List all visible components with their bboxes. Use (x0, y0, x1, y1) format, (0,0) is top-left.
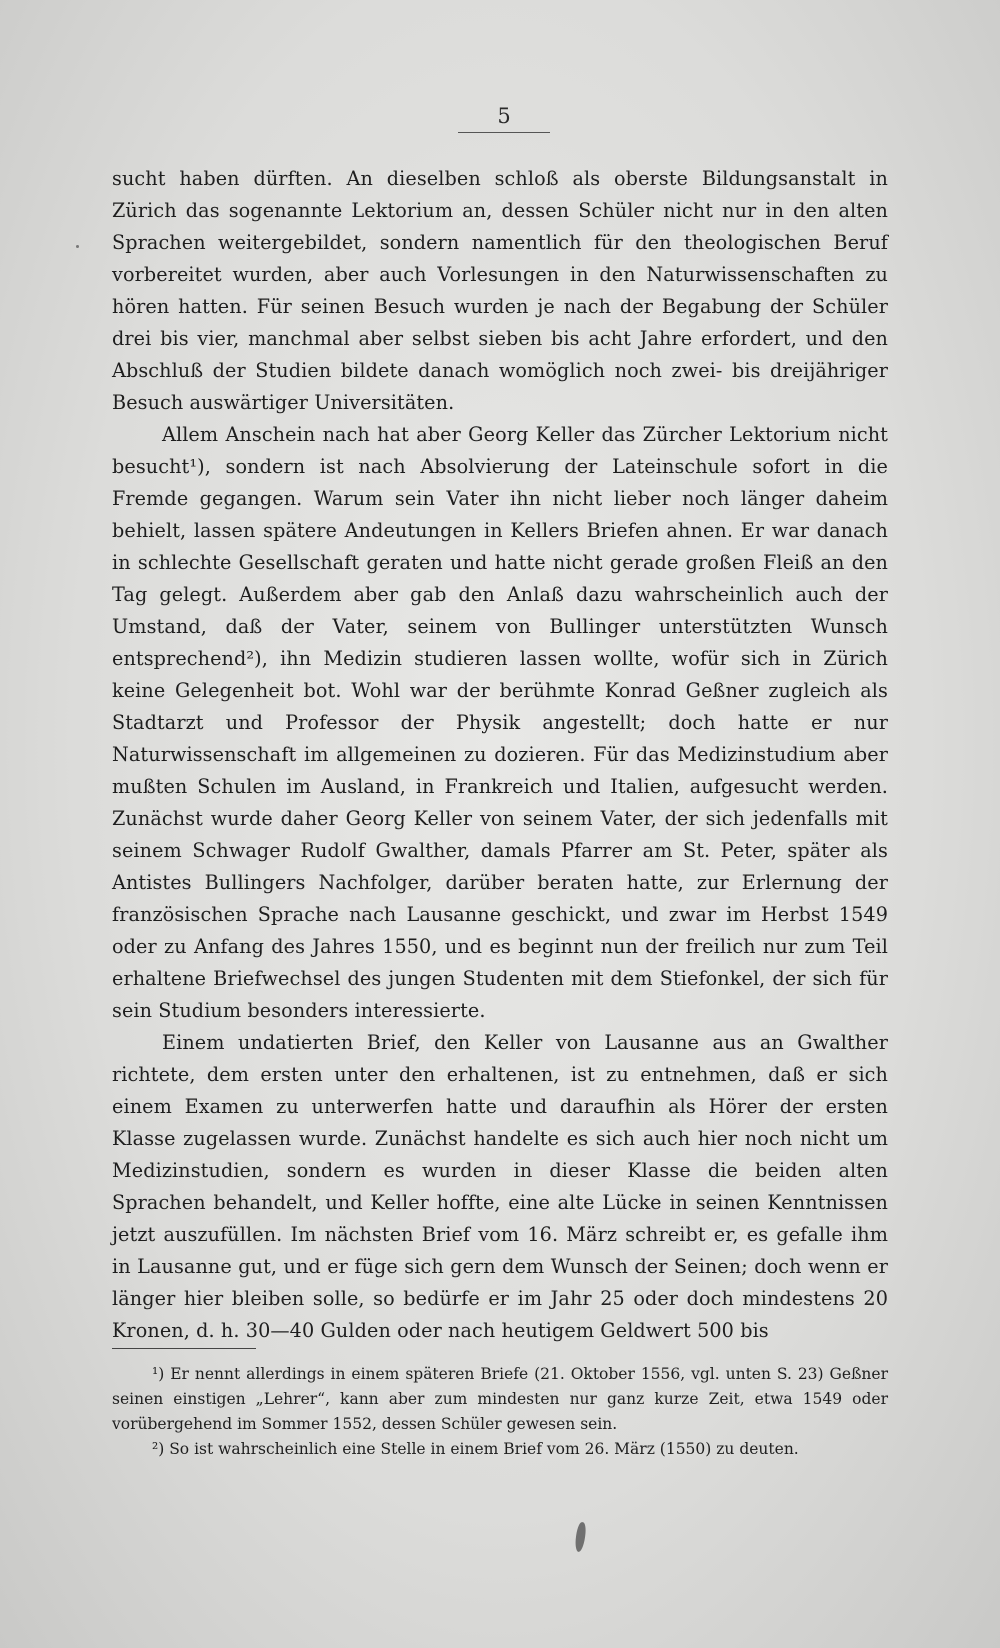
main-text (112, 163, 888, 1347)
footnote-rule (112, 1348, 256, 1349)
paragraph-3: Einem undatierten Brief, den Keller von Lausanne aus an Gwalther richtete, dem ersten unter den erhaltenen, ist zu entnehmen, daß er sich einem Examen zu unterwerfen hatte und daraufhin als Hörer der ersten Klasse zugelassen wurde. Zunächst handelte es sich auch hier noch nicht um Medizinstudien, sondern es wurden in dieser Klasse die beiden alten Sprachen behandelt, und Keller hoffte, eine alte Lücke in seinen Kenntnissen jetzt auszufüllen. Im nächsten Brief vom 16. März schreibt er, es gefalle ihm in Lausanne gut, und er füge sich gern dem Wunsch der Seinen; doch wenn er länger hier bleiben solle, so bedürfe er im Jahr 25 oder doch mindestens 20 Kronen, d. h. 30—40 Gulden oder nach heutigem Geldwert 500 bis (112, 1031, 888, 1342)
margin-speck (76, 245, 79, 248)
footnote-1: ¹) Er nennt allerdings in einem späteren Briefe (21. Oktober 1556, vgl. unten S. 23) Geßner seinen einstigen „Lehrer“, kann aber zum mindesten nur ganz kurze Zeit, etwa 1549 oder vorübergehend im Sommer 1552, dessen Schüler gewesen sein. (112, 1365, 888, 1433)
ink-smudge (574, 1522, 587, 1553)
footnotes (112, 1362, 888, 1462)
paragraph-1: sucht haben dürften. An dieselben schloß als oberste Bildungsanstalt in Zürich das sogenannte Lektorium an, dessen Schüler nicht nur in den alten Sprachen weitergebildet, sondern namentlich für den theologischen Beruf vorbereitet wurden, aber auch Vorlesungen in den Naturwissenschaften zu hören hatten. Für seinen Besuch wurden je nach der Begabung der Schüler drei bis vier, manchmal aber selbst sieben bis acht Jahre erfordert, und den Abschluß der Studien bildete danach womöglich noch zwei- bis dreijähriger Besuch auswärtiger Universitäten. (112, 167, 888, 414)
footnote-2: ²) So ist wahrscheinlich eine Stelle in einem Brief vom 26. März (1550) zu deuten. (152, 1440, 799, 1458)
page-number: 5 (497, 104, 511, 128)
paragraph-2: Allem Anschein nach hat aber Georg Keller das Zürcher Lektorium nicht besucht¹), sondern ist nach Absolvierung der Lateinschule sofort in die Fremde gegangen. Warum sein Vater ihn nicht lieber noch länger daheim behielt, lassen spätere Andeutungen in Kellers Briefen ahnen. Er war danach in schlechte Gesellschaft geraten und hatte nicht gerade großen Fleiß an den Tag gelegt. Außerdem aber gab den Anlaß dazu wahrscheinlich auch der Umstand, daß der Vater, seinem von Bullinger unterstützten Wunsch entsprechend²), ihn Medizin studieren lassen wollte, wofür sich in Zürich keine Gelegenheit bot. Wohl war der berühmte Konrad Geßner zugleich als Stadtarzt und Professor der Physik angestellt; doch hatte er nur Naturwissenschaft im allgemeinen zu dozieren. Für das Medizinstudium aber mußten Schulen im Ausland, in Frankreich und Italien, aufgesucht werden. Zunächst wurde daher Georg Keller von seinem Vater, der sich jedenfalls mit seinem Schwager Rudolf Gwalther, damals Pfarrer am St. Peter, später als Antistes Bullingers Nachfolger, darüber beraten hatte, zur Erlernung der französischen Sprache nach Lausanne geschickt, und zwar im Herbst 1549 oder zu Anfang des Jahres 1550, und es beginnt nun der freilich nur zum Teil erhaltene Briefwechsel des jungen Studenten mit dem Stiefonkel, der sich für sein Studium besonders interessierte. (112, 423, 888, 1022)
header-rule (458, 132, 550, 133)
